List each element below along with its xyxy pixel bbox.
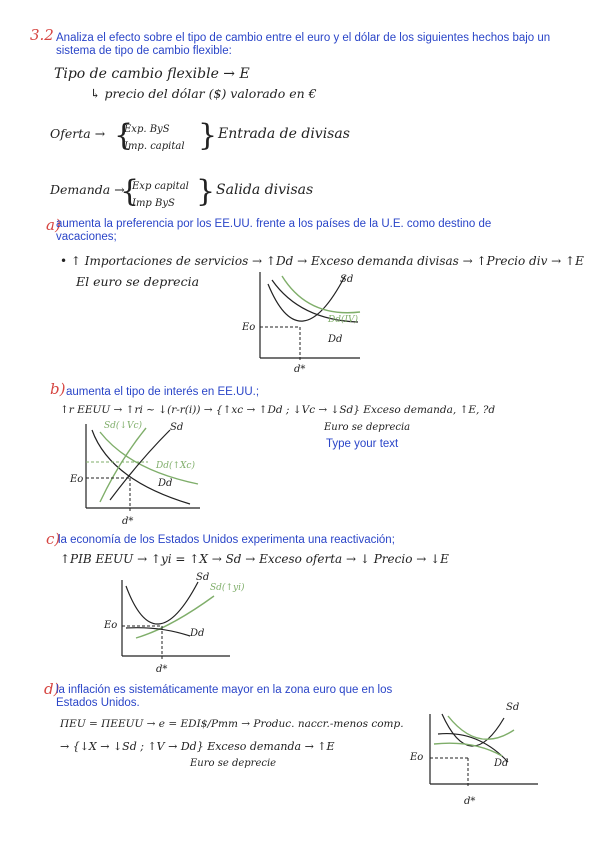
case-c-curve-d (126, 628, 190, 636)
case-d-note-3: Euro se deprecie (190, 758, 277, 769)
problem-statement: Analiza el efecto sobre el tipo de cambio entre el euro y el dólar de los siguientes hechos bajo un sistema de tipo de cambio flexible: (56, 32, 551, 57)
demanda-result: Salida divisas (216, 182, 314, 198)
case-c-label-s-new: Sd(↑yi) (210, 583, 245, 593)
case-d-graph (408, 700, 568, 812)
demanda-open-brace: { (120, 174, 140, 209)
demanda-close-brace: } (196, 174, 216, 209)
oferta-result: Entrada de divisas (218, 126, 350, 142)
case-c-letter: c) (46, 530, 61, 548)
oferta-label: Oferta → (50, 126, 106, 141)
case-a-letter: a) (46, 216, 61, 234)
case-c-curve-s (126, 582, 198, 624)
case-c-note-1: ↑PIB EEUU → ↑yi = ↑X → Sd → Exceso oferta → ↓ Precio → ↓E (60, 552, 449, 566)
case-d-note-2: → {↓X → ↓Sd ; ↑V → Dd} Exceso demanda → ↑E (60, 740, 335, 753)
case-b-typed-note: Type your text (326, 438, 399, 450)
case-d-note-1: ΠEU = ΠEEUU → e = EDI$/Pmm → Produc. naccr.-menos comp. (60, 718, 404, 730)
oferta-close-brace: } (198, 118, 218, 153)
case-d-statement: la inflación es sistemáticamente mayor en la zona euro que en los Estados Unidos. (56, 684, 393, 709)
case-d-label-axis: d* (464, 796, 476, 807)
case-c-label-axis: d* (156, 664, 168, 675)
case-b-label-eo: Eo (70, 474, 84, 485)
case-b-letter: b) (50, 380, 66, 398)
case-c-label-s: Sd (196, 572, 210, 583)
case-a-label-axis: d* (294, 364, 306, 375)
oferta-item-2: Imp. capital (124, 141, 185, 152)
demanda-item-2: Imp ByS (132, 198, 175, 209)
case-b-note-1: ↑r EEUU → ↑ri ∼ ↓(r-r(i)) → {↑xc → ↑Dd ; ↓Vc → ↓Sd} Exceso demanda, ↑E, ?d (60, 404, 496, 416)
case-d-curve-d-new (434, 743, 502, 756)
case-a-label-d-new: Dd(IV) (328, 315, 359, 325)
case-a-note-1: • ↑ Importaciones de servicios → ↑Dd → Exceso demanda divisas → ↑Precio div → ↑E (60, 254, 584, 268)
case-d-label-s: Sd (506, 702, 520, 713)
case-b-graph (70, 420, 210, 530)
case-b-label-d: Dd (158, 478, 173, 489)
case-a-graph (240, 270, 370, 375)
case-b-curve-d-new (100, 432, 198, 484)
case-c-graph (100, 568, 245, 678)
case-d-letter: d) (44, 680, 60, 698)
case-a-label-d: Dd (328, 334, 343, 345)
case-a-note-2: El euro se deprecia (76, 274, 200, 289)
case-d-label-d: Dd (494, 758, 509, 769)
case-a-statement: aumenta la preferencia por los EE.UU. frente a los países de la U.E. como destino de vacaciones; (56, 218, 492, 243)
demanda-label: Demanda → (50, 182, 125, 197)
oferta-open-brace: { (114, 118, 134, 153)
case-b-label-d-new: Dd(↑Xc) (156, 461, 195, 471)
case-d-curve-s-new (448, 716, 514, 739)
case-a-label-eo: Eo (242, 322, 256, 333)
case-c-label-d: Dd (190, 628, 205, 639)
case-b-label-s-new: Sd(↓Vc) (104, 421, 143, 431)
case-b-note-2: Euro se deprecia (324, 422, 411, 433)
demanda-item-1: Exp capital (132, 181, 189, 192)
oferta-item-1: Exp. ByS (124, 124, 170, 135)
case-a-label-s: Sd (340, 274, 354, 285)
problem-number: 3.2 (30, 26, 54, 44)
case-d-label-eo: Eo (410, 752, 424, 763)
case-d-curve-s (442, 714, 504, 746)
case-b-label-s: Sd (170, 422, 184, 433)
case-c-label-eo: Eo (104, 620, 118, 631)
case-b-statement: aumenta el tipo de interés en EE.UU.; (66, 386, 260, 398)
case-c-statement: la economía de los Estados Unidos experimenta una reactivación; (58, 534, 395, 546)
case-b-label-axis: d* (122, 516, 134, 527)
intro-line-1: Tipo de cambio flexible → E (54, 66, 250, 82)
intro-line-2: ↳ precio del dólar ($) valorado en € (90, 86, 317, 101)
